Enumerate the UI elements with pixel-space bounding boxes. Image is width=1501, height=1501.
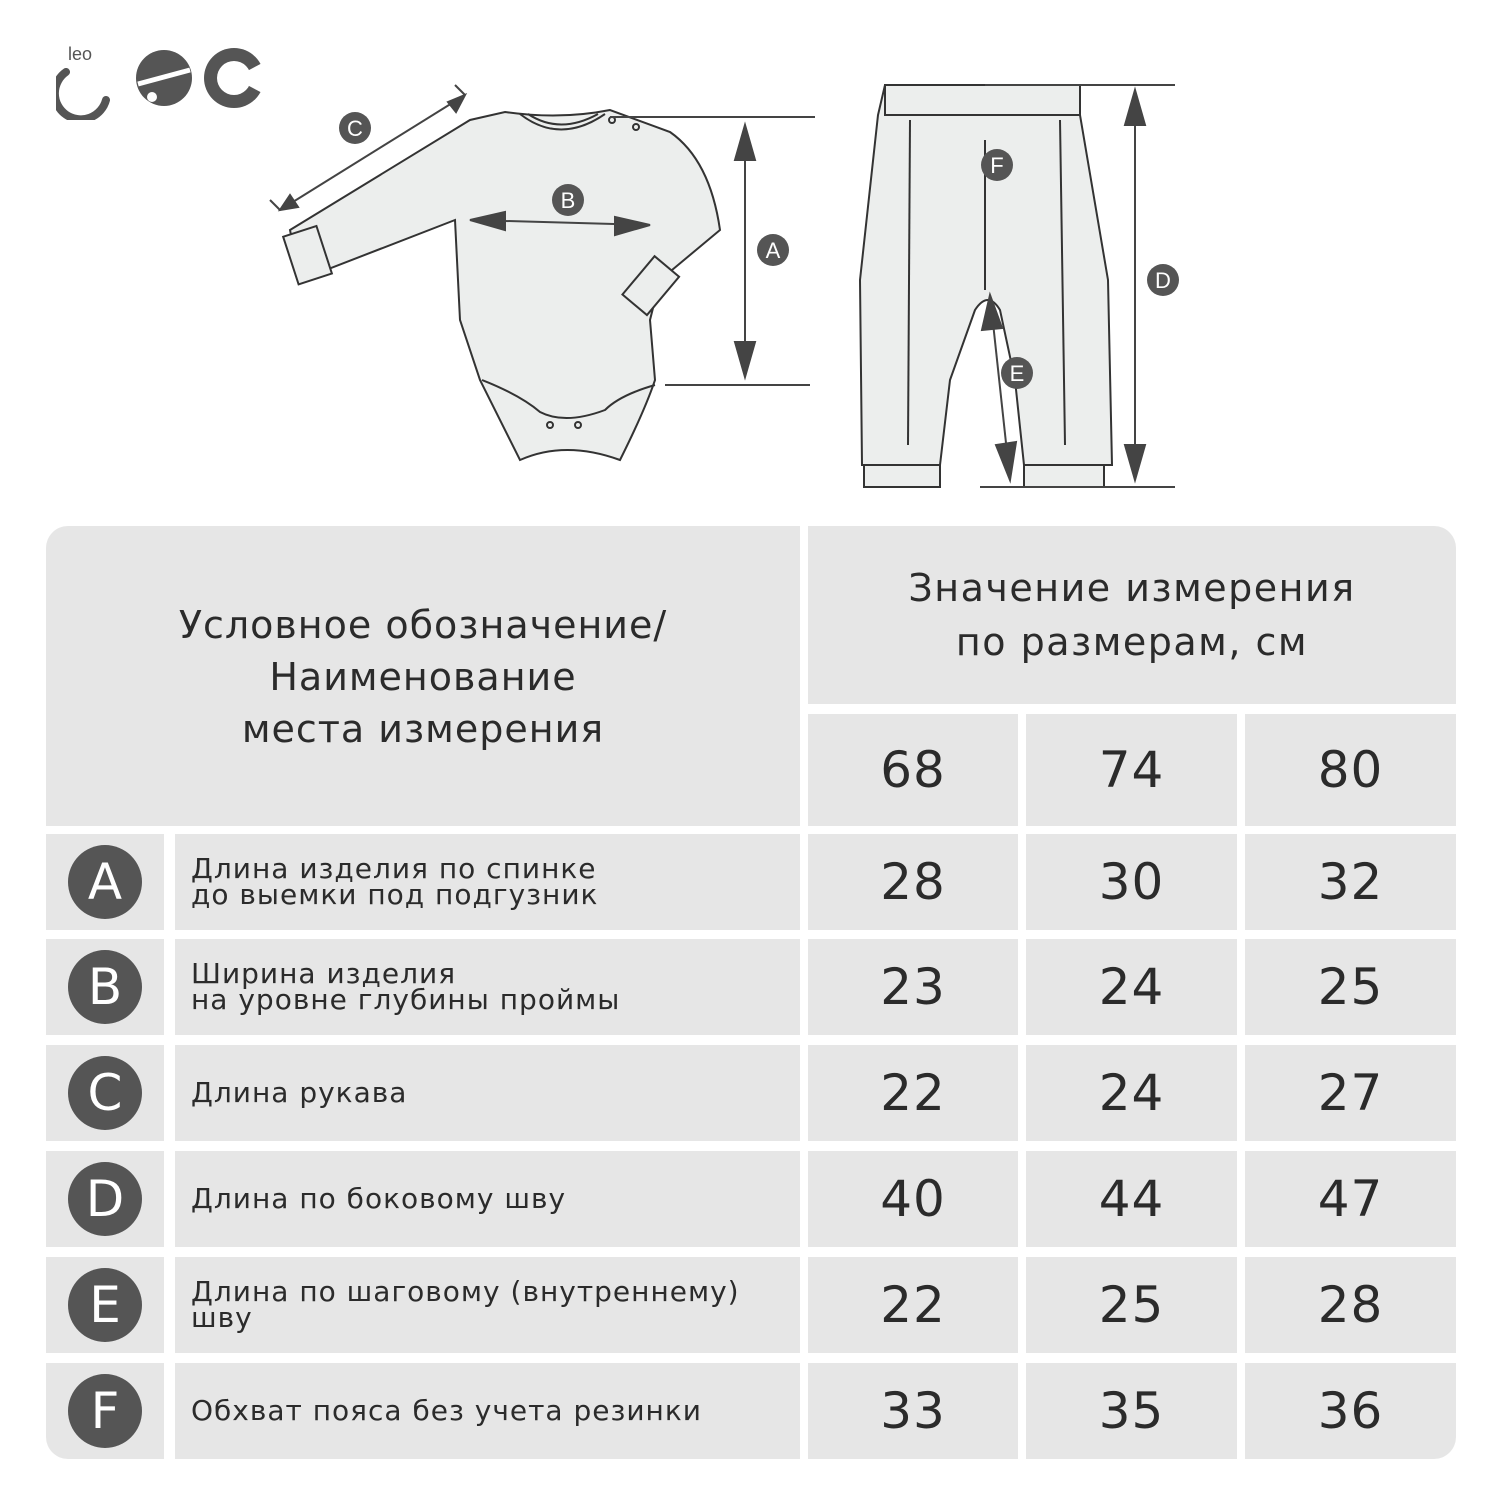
row-f-name <box>175 1363 800 1459</box>
row-a-name <box>175 834 800 930</box>
row-name-text: Ширина изделия на уровне глубины проймы <box>191 957 621 1016</box>
size-header-68: 68 <box>808 714 1018 826</box>
code-badge: A <box>68 845 142 919</box>
row-f-code <box>46 1363 164 1459</box>
diagram-label-d: D <box>1155 268 1171 293</box>
row-e-value-74: 25 <box>1026 1257 1237 1353</box>
diagram-label-a: A <box>765 238 781 263</box>
diagram-label-e: E <box>1009 361 1025 386</box>
code-badge: E <box>68 1268 142 1342</box>
row-c-code <box>46 1045 164 1141</box>
row-e-value-68: 22 <box>808 1257 1018 1353</box>
size-header-74: 74 <box>1026 714 1237 826</box>
row-c-value-80: 27 <box>1245 1045 1456 1141</box>
diagram-label-c: C <box>347 116 363 141</box>
row-b-code <box>46 939 164 1035</box>
row-d-value-80: 47 <box>1245 1151 1456 1247</box>
code-badge: F <box>68 1374 142 1448</box>
header-measurement-values <box>808 526 1456 704</box>
size-header-80: 80 <box>1245 714 1456 826</box>
code-badge: C <box>68 1056 142 1130</box>
header-right-text: Значение измерения по размерам, см <box>908 566 1356 664</box>
row-name-text: Обхват пояса без учета резинки <box>191 1394 702 1427</box>
brand-logo <box>56 40 276 120</box>
row-a-value-68: 28 <box>808 834 1018 930</box>
diagram-label-b: B <box>560 188 576 213</box>
row-d-code <box>46 1151 164 1247</box>
row-d-value-74: 44 <box>1026 1151 1237 1247</box>
row-b-value-80: 25 <box>1245 939 1456 1035</box>
row-name-text: Длина изделия по спинке до выемки под подгузник <box>191 852 599 911</box>
row-name-text: Длина рукава <box>191 1076 408 1109</box>
code-badge: B <box>68 950 142 1024</box>
row-b-value-68: 23 <box>808 939 1018 1035</box>
header-left-text: Условное обозначение/ Наименование места измерения <box>178 603 668 751</box>
header-measurement-name <box>46 526 800 826</box>
row-c-value-74: 24 <box>1026 1045 1237 1141</box>
row-d-name <box>175 1151 800 1247</box>
row-c-value-68: 22 <box>808 1045 1018 1141</box>
row-f-value-68: 33 <box>808 1363 1018 1459</box>
row-e-name <box>175 1257 800 1353</box>
row-a-value-74: 30 <box>1026 834 1237 930</box>
row-f-value-80: 36 <box>1245 1363 1456 1459</box>
row-d-value-68: 40 <box>808 1151 1018 1247</box>
row-b-name <box>175 939 800 1035</box>
row-name-text: Длина по шаговому (внутреннему) шву <box>191 1275 740 1334</box>
brand-name: leo <box>68 44 93 64</box>
code-badge: D <box>68 1162 142 1236</box>
row-e-code <box>46 1257 164 1353</box>
row-name-text: Длина по боковому шву <box>191 1182 567 1215</box>
row-f-value-74: 35 <box>1026 1363 1237 1459</box>
row-a-value-80: 32 <box>1245 834 1456 930</box>
row-c-name <box>175 1045 800 1141</box>
row-e-value-80: 28 <box>1245 1257 1456 1353</box>
diagram-label-f: F <box>990 153 1004 178</box>
row-a-code <box>46 834 164 930</box>
garment-diagram <box>260 80 1220 500</box>
row-b-value-74: 24 <box>1026 939 1237 1035</box>
